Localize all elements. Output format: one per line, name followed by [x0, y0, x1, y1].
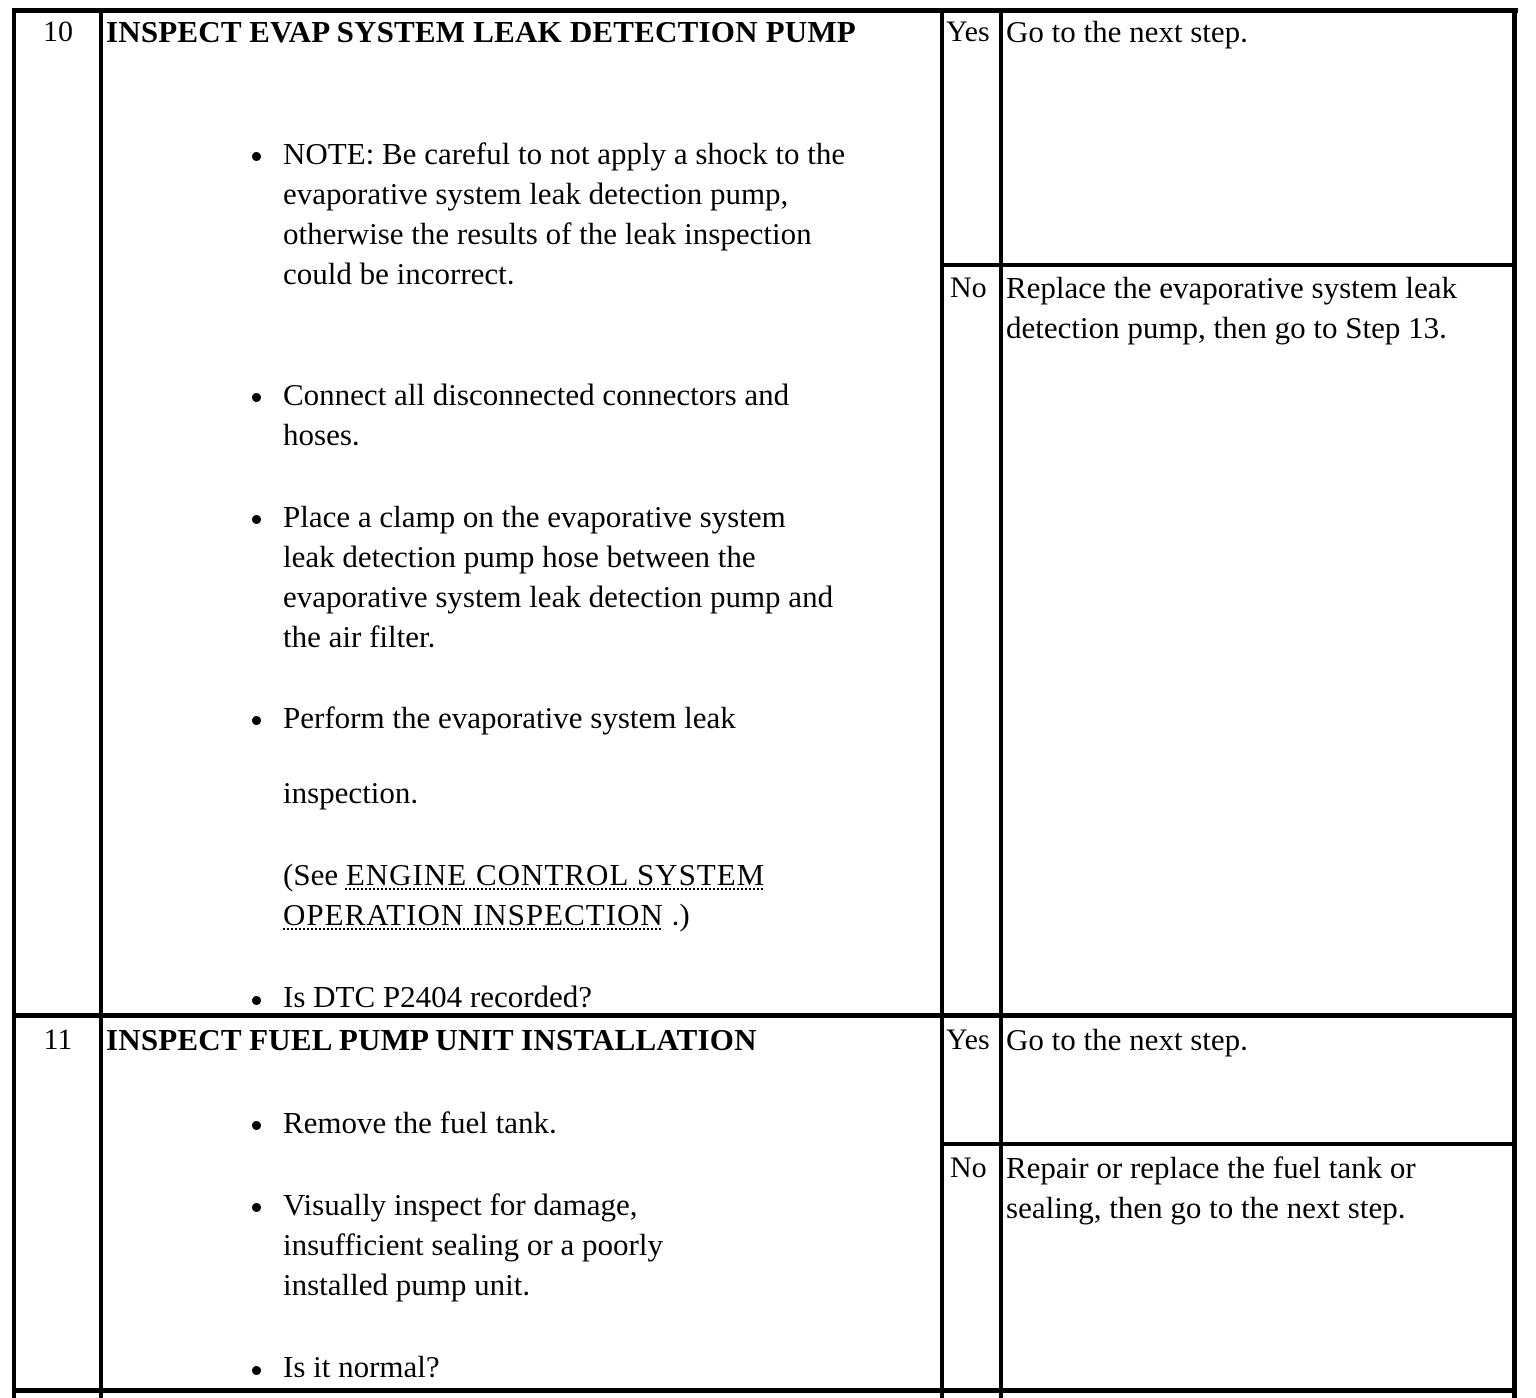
column-divider-procedure: [940, 8, 944, 1398]
procedure-bullet: Remove the fuel tank.: [283, 1105, 557, 1140]
bullet-icon: [252, 716, 261, 725]
question-bullet: Is DTC P2404 recorded?: [283, 979, 593, 1014]
row-11-yes-no-divider: [940, 1142, 1517, 1146]
bullet-icon: [252, 152, 261, 161]
step-heading: INSPECT FUEL PUMP UNIT INSTALLATION: [106, 1022, 757, 1057]
procedure-bullet-continuation: inspection.: [283, 775, 419, 810]
question-bullet: Is it normal?: [283, 1349, 440, 1384]
row-divider-10-11: [12, 1013, 1517, 1018]
no-action: Repair or replace the fuel tank or sealing, then go to the next step.: [1006, 1150, 1416, 1225]
column-divider-step: [99, 8, 103, 1398]
bullet-icon: [252, 393, 261, 402]
yes-label: Yes: [946, 15, 990, 48]
reference-suffix: .): [671, 897, 690, 932]
reference-prefix: (See: [283, 857, 339, 892]
table-right-border: [1512, 8, 1517, 1398]
yes-action: Go to the next step.: [1006, 1022, 1248, 1057]
column-divider-answer: [999, 8, 1003, 1398]
row-divider-11-12: [12, 1388, 1517, 1393]
yes-label: Yes: [946, 1023, 990, 1056]
yes-action: Go to the next step.: [1006, 14, 1248, 49]
no-action: Replace the evaporative system leak detection pump, then go to Step 13.: [1006, 270, 1458, 345]
row-10-yes-no-divider: [940, 263, 1517, 267]
no-label: No: [950, 271, 987, 304]
reference-paragraph: [283, 855, 843, 935]
procedure-bullet: Place a clamp on the evaporative system leak detection pump hose between the evaporative system leak detection pump and the air filter.: [283, 499, 834, 654]
procedure-bullet: Visually inspect for damage, insufficient sealing or a poorly installed pump unit.: [283, 1187, 663, 1302]
step-number: 10: [43, 15, 73, 48]
no-label: No: [950, 1151, 987, 1184]
step-heading: INSPECT EVAP SYSTEM LEAK DETECTION PUMP: [106, 14, 856, 49]
bullet-icon: [252, 996, 261, 1005]
bullet-icon: [252, 1203, 261, 1212]
bullet-icon: [252, 1366, 261, 1375]
engine-control-inspection-link[interactable]: ENGINE CONTROL SYSTEM OPERATION INSPECTION: [283, 857, 766, 932]
note-bullet: NOTE: Be careful to not apply a shock to the evaporative system leak detection pump, otherwise the results of the leak inspection could be incorrect.: [283, 136, 846, 291]
table-left-border: [12, 8, 16, 1398]
procedure-bullet: Connect all disconnected connectors and hoses.: [283, 377, 790, 452]
procedure-bullet: Perform the evaporative system leak: [283, 700, 736, 735]
step-number: 11: [43, 1023, 73, 1056]
bullet-icon: [252, 1121, 261, 1130]
bullet-icon: [252, 515, 261, 524]
